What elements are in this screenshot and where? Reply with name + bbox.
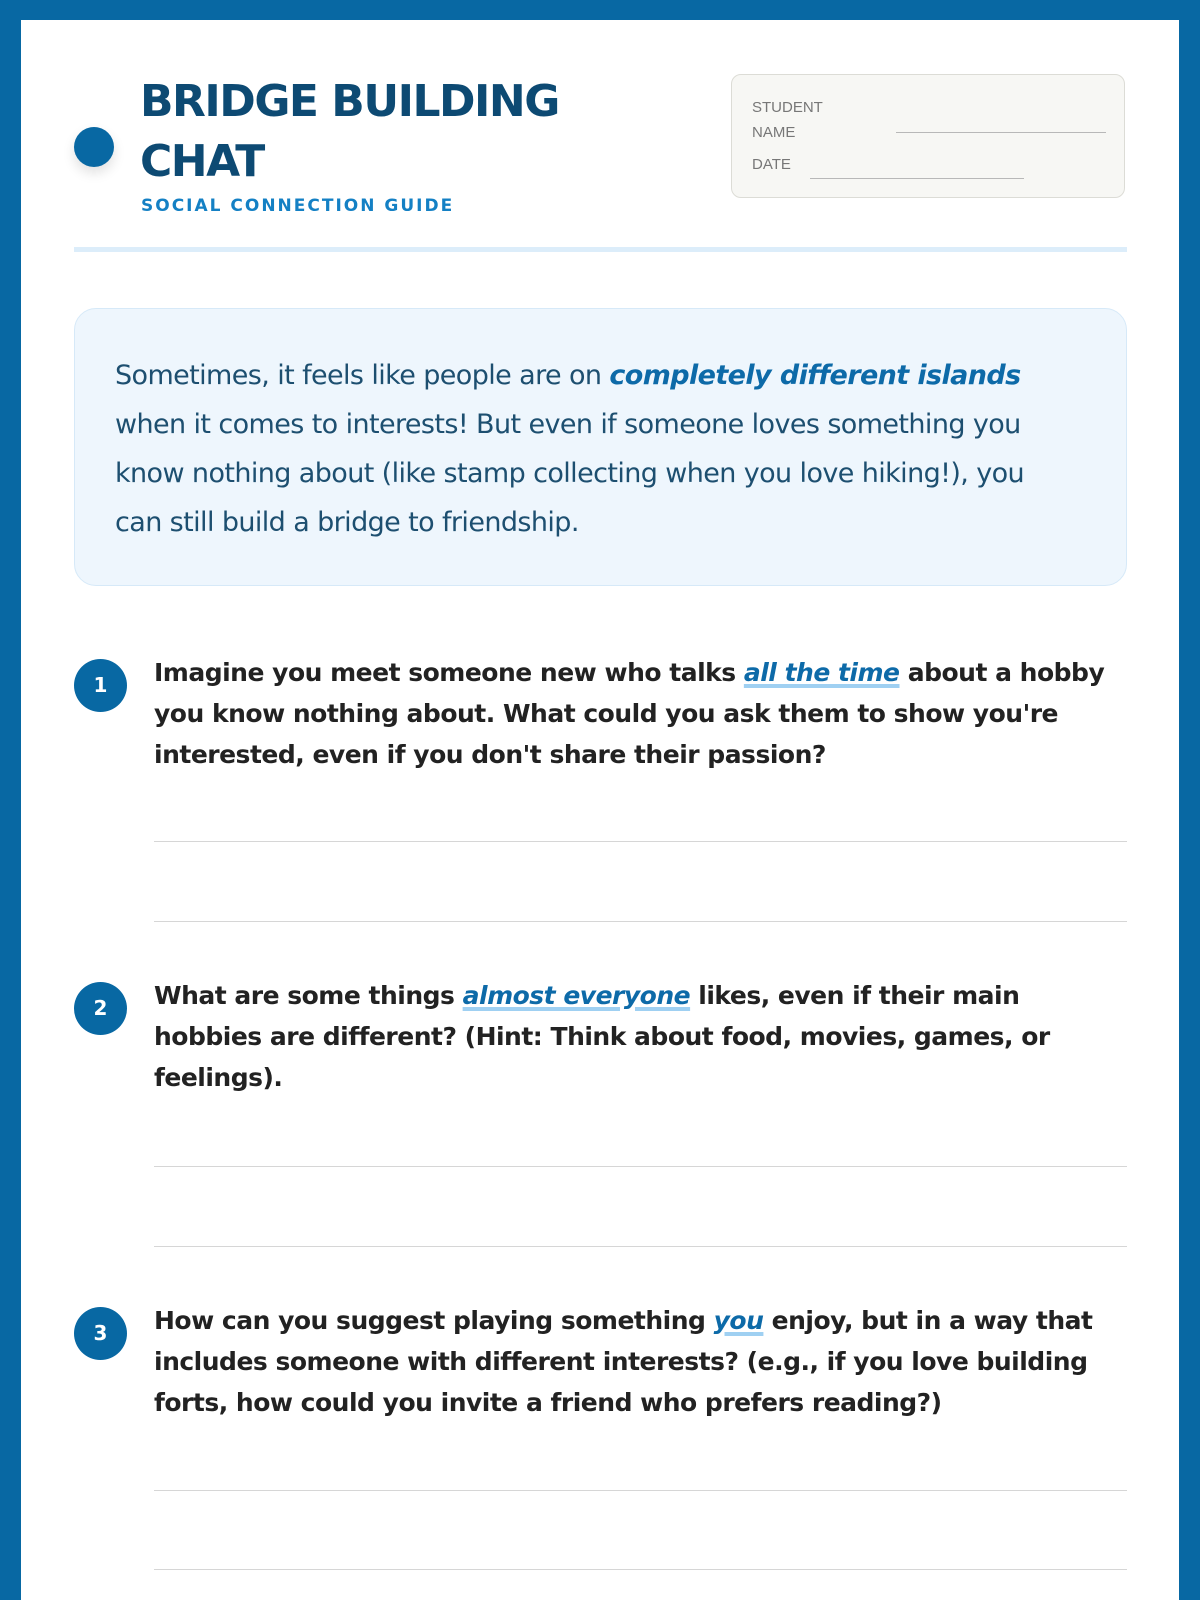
student-name-field[interactable] (896, 132, 1106, 133)
student-name-label: STUDENT NAME (752, 99, 823, 141)
question-number-badge: 1 (74, 659, 127, 712)
answer-line[interactable] (154, 1246, 1127, 1247)
answer-line[interactable] (154, 1569, 1127, 1570)
answer-line[interactable] (154, 921, 1127, 922)
student-info-box (731, 74, 1125, 198)
question-text: Imagine you meet someone new who talks all the time about a hobby you know nothing about. What could you ask them to show you're interested, even if you don't share their passion? (154, 658, 1105, 769)
intro-text: Sometimes, it feels like people are on completely different islands when it comes to interests! But even if someone loves something you know nothing about (like stamp collecting when you love hiking!), you can still build a bridge to friendship. (115, 360, 1025, 538)
question-number-badge: 2 (74, 982, 127, 1035)
question-number-badge: 3 (74, 1307, 127, 1360)
page-subtitle: SOCIAL CONNECTION GUIDE (141, 196, 455, 216)
header-dot (74, 127, 114, 167)
answer-line[interactable] (154, 1166, 1127, 1167)
intro-emphasis: completely different islands (609, 360, 1021, 391)
header-divider (74, 247, 1127, 252)
date-field[interactable] (810, 178, 1024, 179)
page-title: BRIDGE BUILDING CHAT (140, 76, 559, 187)
question-highlight: almost everyone (462, 981, 691, 1010)
question-highlight: all the time (743, 658, 900, 687)
answer-line[interactable] (154, 841, 1127, 842)
date-label: DATE (752, 156, 791, 173)
question-text: How can you suggest playing something you enjoy, but in a way that includes someone with different interests? (e.g., if you love building forts, how could you invite a friend who prefers reading?) (154, 1306, 1093, 1417)
question-text: What are some things almost everyone likes, even if their main hobbies are different? (Hint: Think about food, movies, games, or feelings). (154, 981, 1050, 1092)
answer-line[interactable] (154, 1490, 1127, 1491)
question-highlight: you (713, 1306, 764, 1335)
intro-callout (74, 308, 1127, 586)
